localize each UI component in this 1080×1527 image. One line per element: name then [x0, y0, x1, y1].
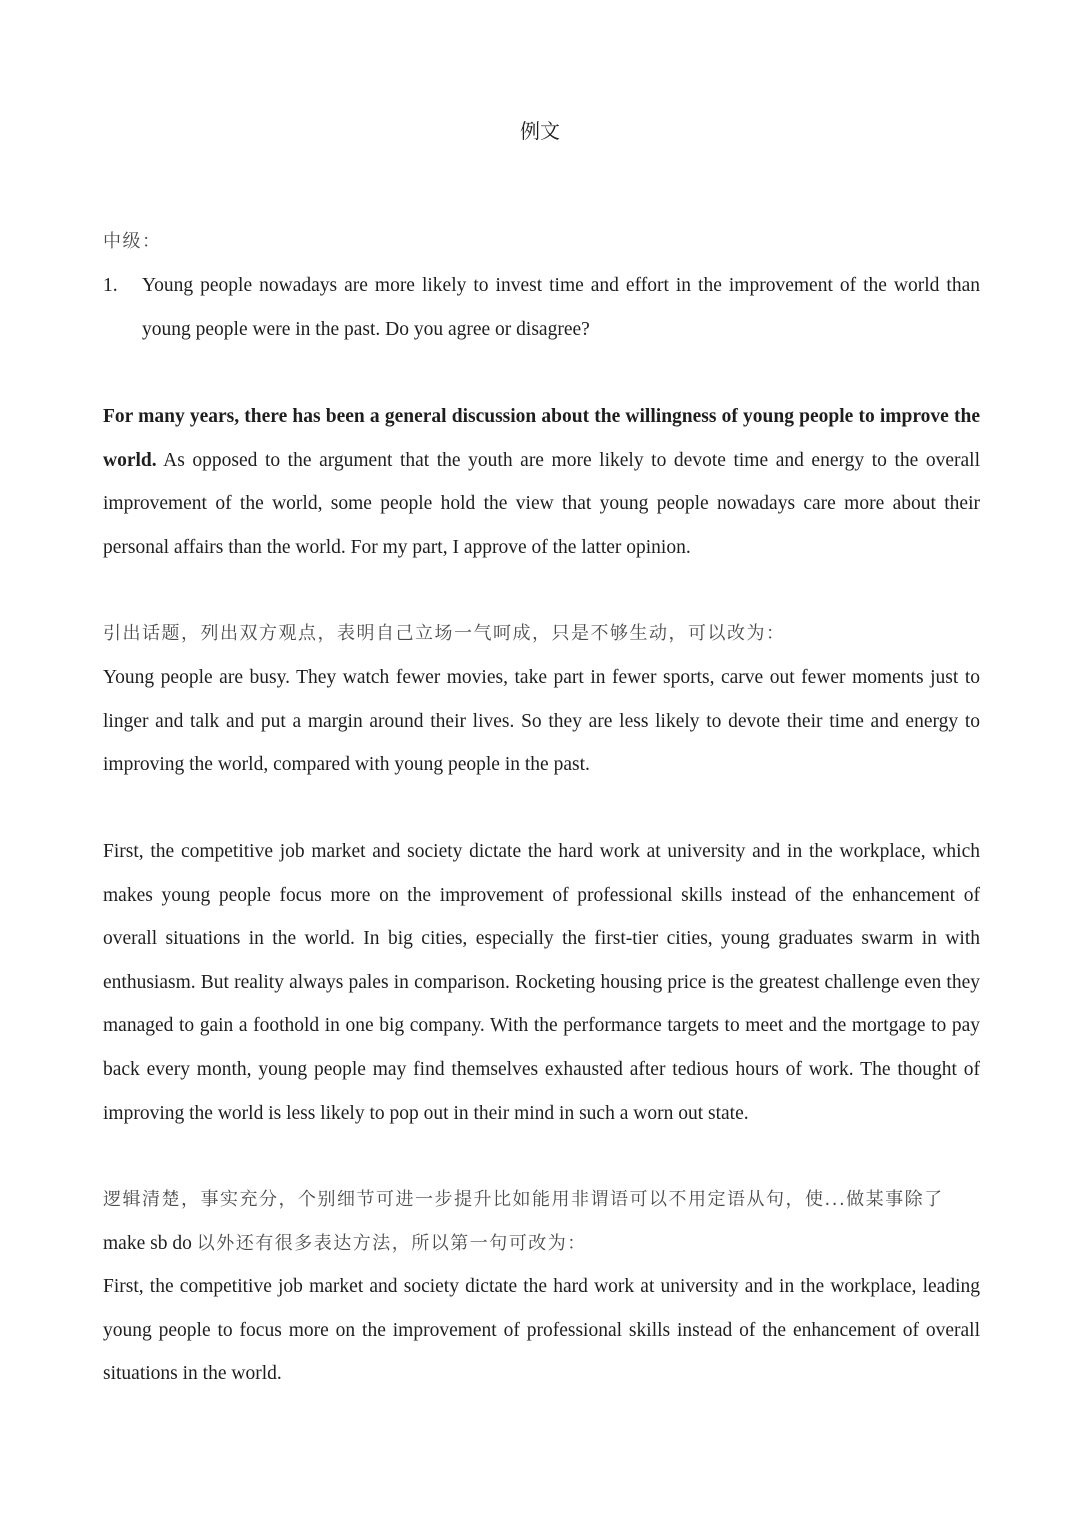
comment2-en: make sb do — [103, 1232, 197, 1254]
question-number: 1. — [103, 275, 118, 296]
intro-bold-lead: For many years, there has been a general discussion about the willingness of young people to improve the world. — [103, 406, 980, 471]
essay-paragraph-intro — [103, 395, 980, 569]
teacher-comment-1: 引出话题，列出双方观点，表明自己立场一气呵成，只是不够生动，可以改为： — [103, 623, 786, 644]
intro-rest: As opposed to the argument that the youth are more likely to devote time and energy to the overall improvement of the world, some people hold the view that young people nowadays care more about their personal affairs than the world. For my part, I approve of the latter opinion. — [103, 449, 980, 558]
teacher-comment-2 — [103, 1178, 980, 1265]
page-title: 例文 — [520, 119, 560, 143]
question-item — [103, 264, 980, 351]
revised-intro: Young people are busy. They watch fewer movies, take part in fewer sports, carve out fewer moments just to linger and talk and put a margin around their lives. So they are less likely to devote their time and energy to improving the world, compared with young people in the past. — [103, 667, 980, 776]
comment2-part2: 以外还有很多表达方法，所以第一句可改为： — [196, 1232, 587, 1254]
essay-paragraph-body1: First, the competitive job market and society dictate the hard work at university and in the workplace, which makes young people focus more on the improvement of professional skills instead of the enhancement of overall situations in the world. In big cities, especially the first-tier cities, young graduates swarm in with enthusiasm. But reality always pales in comparison. Rocketing housing price is the greatest challenge even they managed to gain a foothold in one big company. With the performance targets to meet and the mortgage to pay back every month, young people may find themselves exhausted after tedious hours of work. The thought of improving the world is less likely to pop out in their mind in such a worn out state. — [103, 841, 980, 1124]
revised-body1-first-sentence: First, the competitive job market and society dictate the hard work at university and in the workplace, leading young people to focus more on the improvement of professional skills instead of the enhancement of overall situations in the world. — [103, 1276, 980, 1385]
comment2-part1: 逻辑清楚，事实充分，个别细节可进一步提升比如能用非谓语可以不用定语从句，使...做某事除了 — [103, 1189, 944, 1210]
question-text: Young people nowadays are more likely to invest time and effort in the improvement of the world than young people were in the past. Do you agree or disagree? — [142, 275, 980, 340]
level-label: 中级： — [103, 231, 162, 252]
